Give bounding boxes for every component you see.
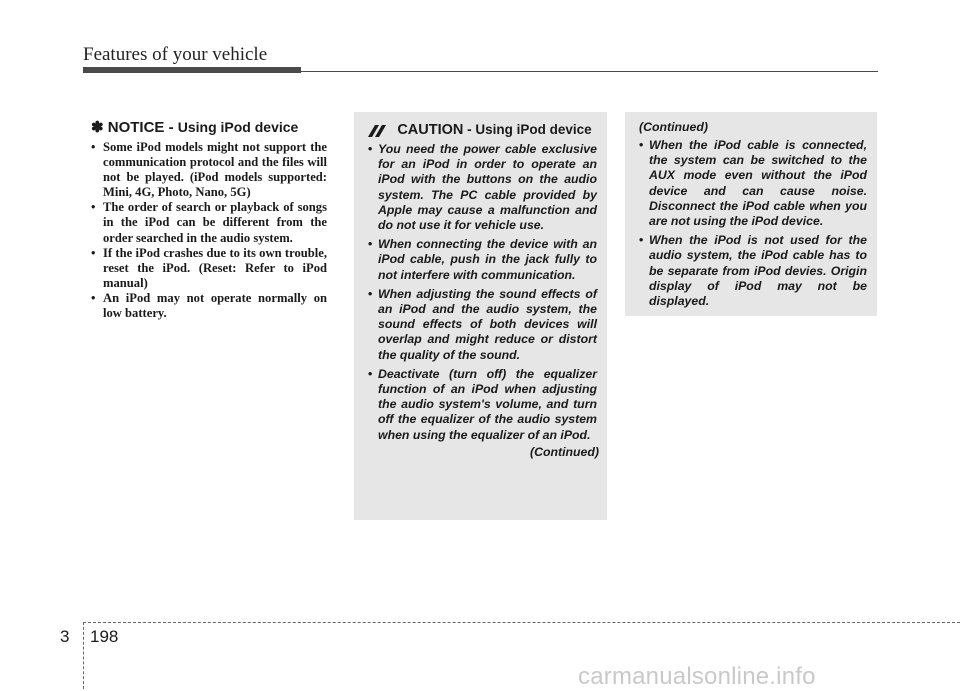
header-rule	[83, 71, 878, 72]
notice-item: • An iPod may not operate normally on low battery.	[91, 290, 327, 321]
footer-divider	[83, 622, 84, 689]
caution-item: • When the iPod cable is connected, the system can be switched to the AUX mode even without the iPod device and can cause noise. Disconnect the iPod cable when you are not using the iPod device.	[639, 138, 867, 229]
caution-item: • Deactivate (turn off) the equalizer function of an iPod when adjusting the audio system's volume, and turn off the equalizer of the audio system when using the equalizer of an iPod.	[368, 366, 597, 442]
footer-rule	[83, 622, 960, 623]
caution-continued-box	[625, 112, 877, 316]
notice-subtitle: Using iPod device	[177, 119, 299, 135]
notice-symbol-icon: ✽	[91, 119, 104, 136]
header-accent-bar	[83, 67, 301, 73]
continued-label: (Continued)	[639, 120, 708, 134]
caution-title: CAUTION	[397, 122, 464, 138]
caution-heading	[354, 112, 607, 138]
watermark: carmanualsonline.info	[578, 663, 816, 690]
caution-list	[354, 142, 607, 443]
caution-icon	[368, 125, 386, 137]
notice-section	[91, 118, 327, 321]
continued-label: (Continued)	[530, 444, 599, 459]
notice-item: • If the iPod crashes due to its own trouble, reset the iPod. (Reset: Refer to iPod manual)	[91, 245, 327, 290]
caution-continued-list	[625, 138, 877, 309]
page-number: 198	[90, 627, 119, 646]
section-title: Features of your vehicle	[83, 44, 268, 65]
notice-item: • The order of search or playback of songs in the iPod can be different from the order searched in the audio system.	[91, 200, 327, 245]
notice-list	[91, 140, 327, 321]
caution-item: • When connecting the device with an iPod cable, push in the jack fully to not interfere with communication.	[368, 237, 597, 282]
notice-heading	[91, 118, 327, 136]
caution-subtitle: - Using iPod device	[463, 122, 592, 137]
caution-item: • When the iPod is not used for the audio system, the iPod cable has to be separate from iPod devies. Origin display of iPod may not be displayed.	[639, 233, 867, 309]
caution-item: • When adjusting the sound effects of an iPod and the audio system, the sound effects of both devices will overlap and might reduce or distort the quality of the sound.	[368, 286, 597, 362]
caution-box	[354, 112, 607, 520]
notice-title: NOTICE -	[107, 119, 178, 136]
notice-item: • Some iPod models might not support the communication protocol and the files will not be played. (iPod models supported: Mini, 4G, Photo, Nano, 5G)	[91, 140, 327, 200]
chapter-number: 3	[60, 627, 70, 646]
caution-item: • You need the power cable exclusive for an iPod in order to operate an iPod with the buttons on the audio system. The PC cable provided by Apple may cause a malfunction and do not use it for vehicle use.	[368, 142, 597, 233]
